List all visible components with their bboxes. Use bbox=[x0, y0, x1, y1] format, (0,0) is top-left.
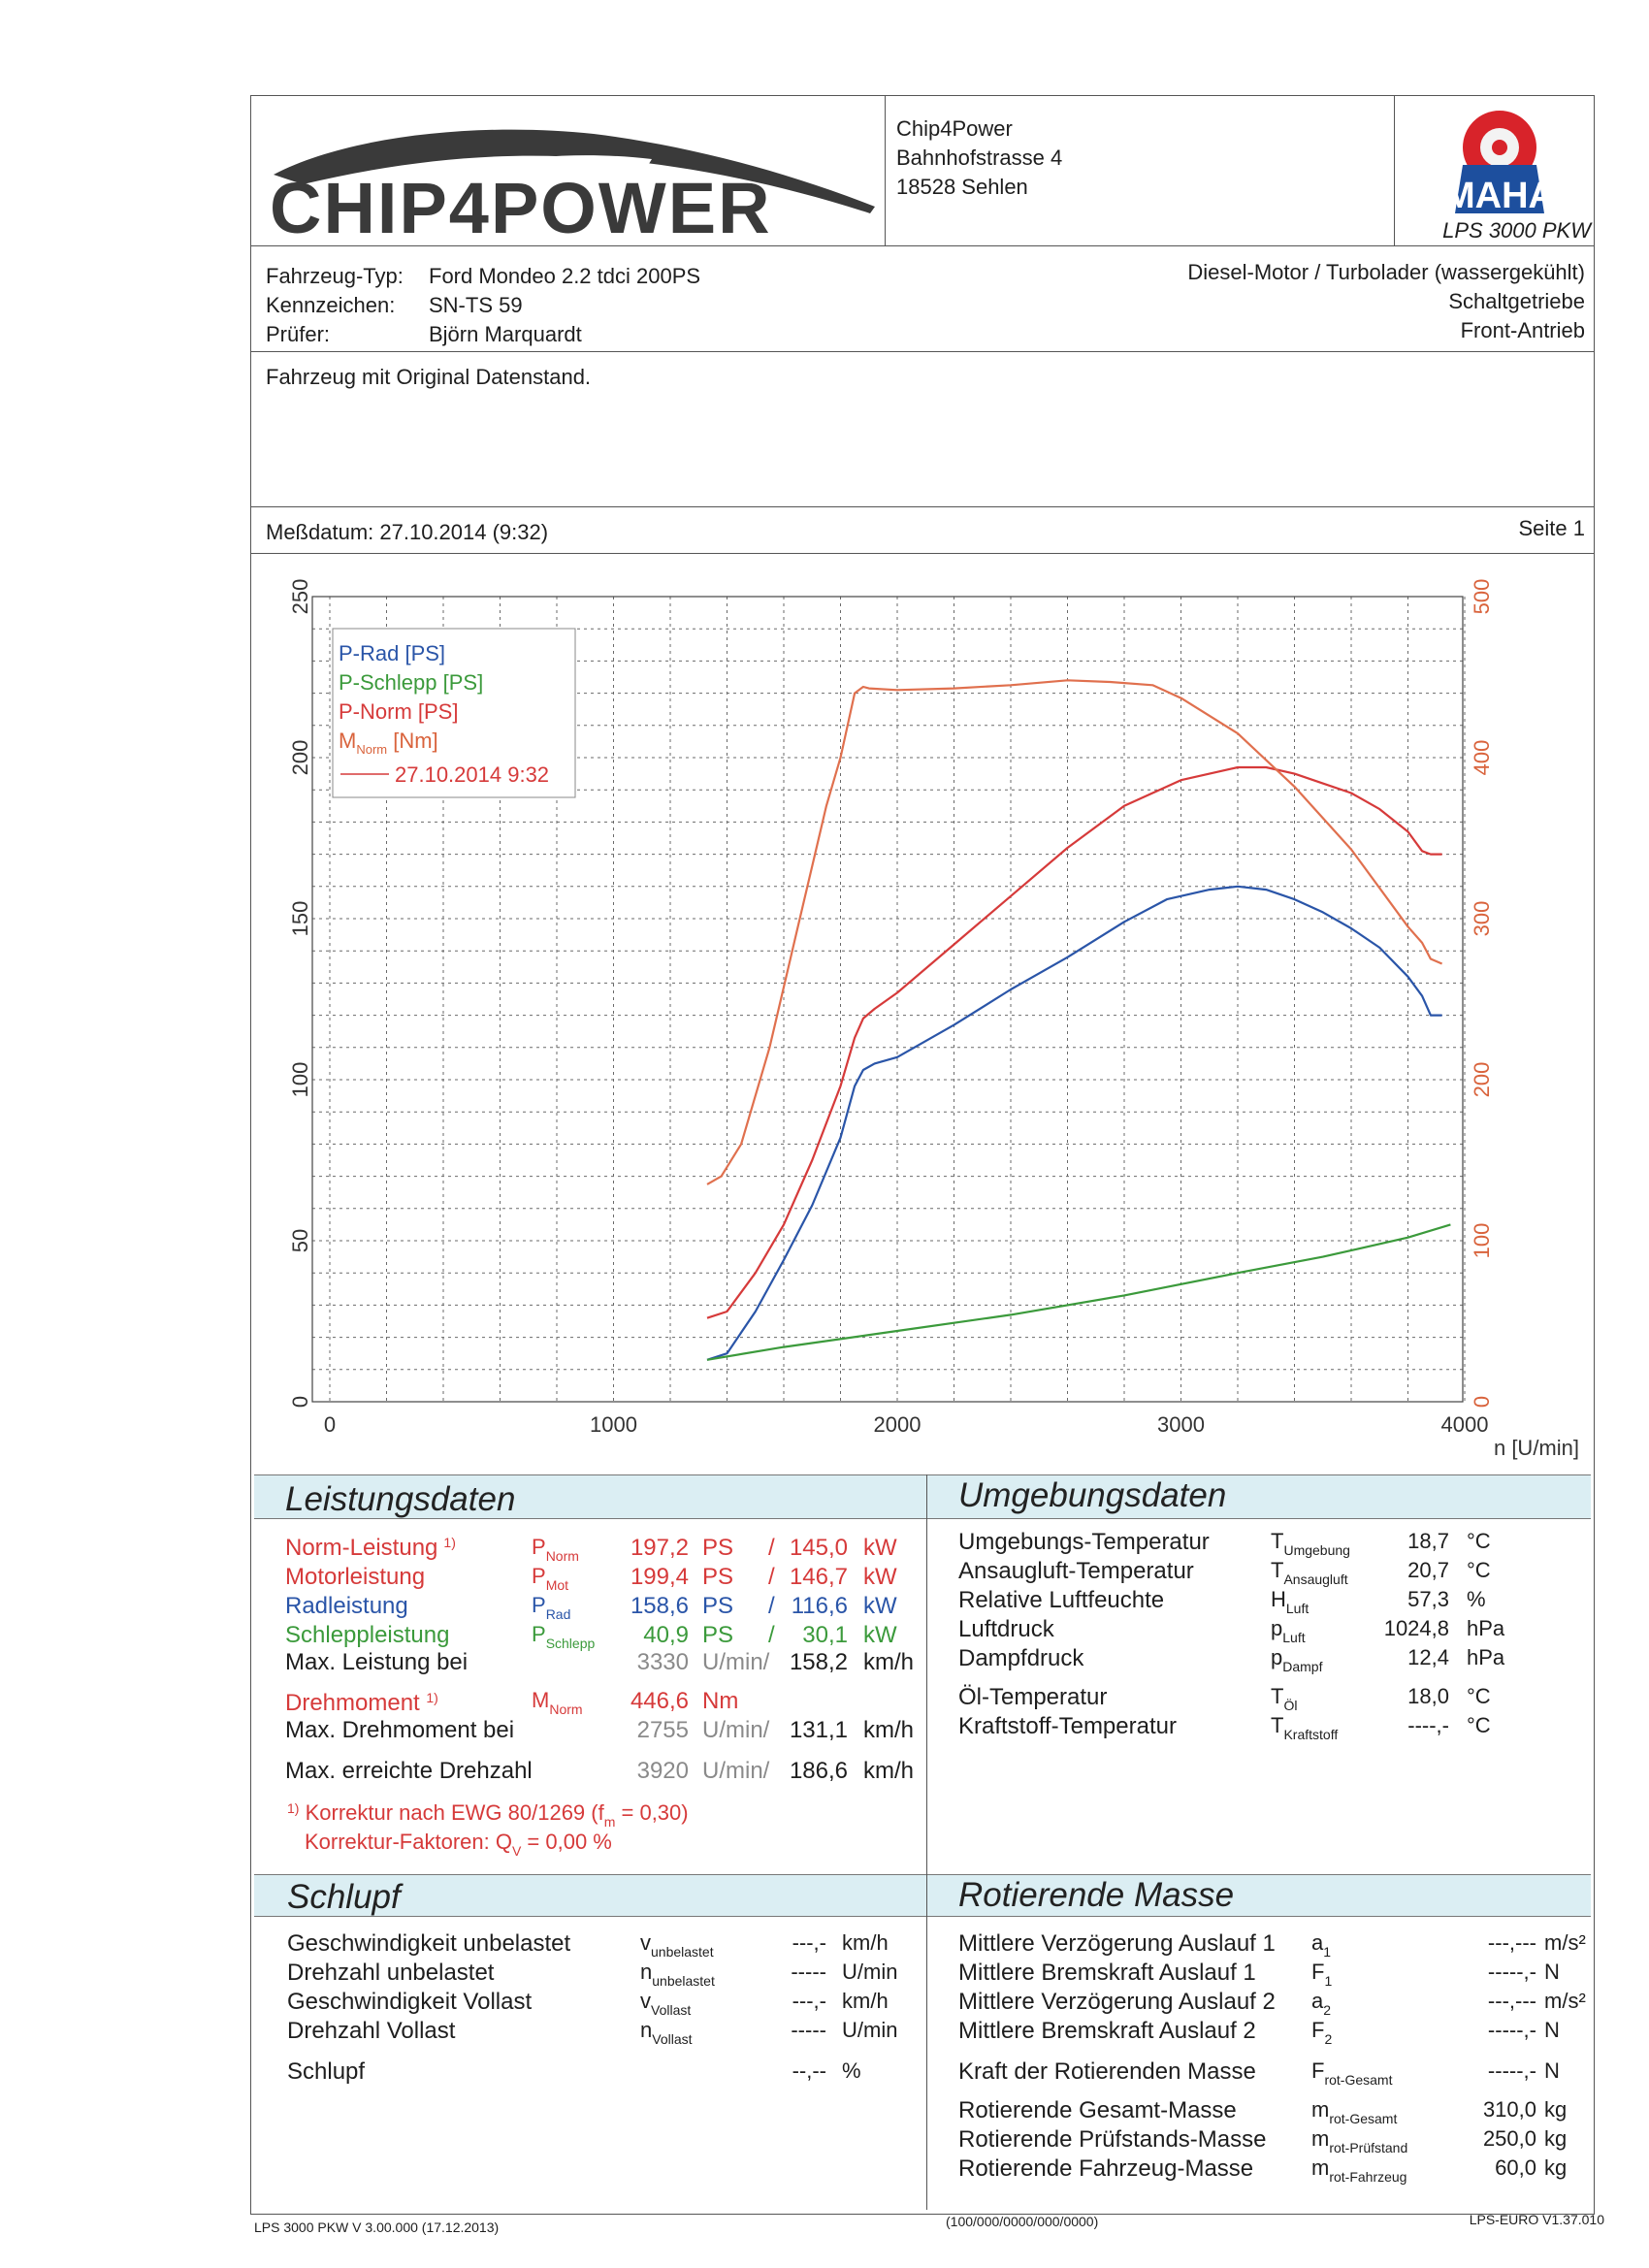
rotierend-row-symbol-main: m bbox=[1311, 2155, 1330, 2180]
leistung-row-symbol-main: P bbox=[532, 1622, 546, 1646]
footnote-2-text: Korrektur-Faktoren: Q bbox=[305, 1830, 512, 1854]
leistung-row-symbol-main: P bbox=[532, 1564, 546, 1588]
rotierend-row-value: 60,0 bbox=[1495, 2155, 1536, 2180]
leistung-row-ps-unit: PS bbox=[702, 1593, 734, 1619]
umgebung-row-symbol-main: T bbox=[1271, 1529, 1284, 1553]
footer-center: (100/000/0000/000/0000) bbox=[946, 2214, 1099, 2229]
x-tick-label: 0 bbox=[323, 1412, 337, 1437]
vehicle-note: Fahrzeug mit Original Datenstand. bbox=[266, 365, 592, 389]
leistung-row-kw-unit: kW bbox=[863, 1535, 897, 1561]
leistung-row-label-text: Norm-Leistung bbox=[285, 1535, 438, 1561]
rotierend-row-symbol-sub: 2 bbox=[1324, 2031, 1333, 2047]
schlupf-row-symbol-sub: unbelastet bbox=[651, 1944, 714, 1960]
umgebung-row-label: Kraftstoff-Temperatur bbox=[958, 1713, 1177, 1739]
rotierend-row-symbol bbox=[1311, 2018, 1333, 2047]
torque-symbol-main: M bbox=[532, 1688, 550, 1712]
legend-entry: P-Norm [PS] bbox=[339, 699, 459, 724]
rotierend-row-unit: kg bbox=[1544, 2126, 1568, 2151]
leistung-row-ps: 158,6 bbox=[630, 1593, 689, 1619]
rotierend-row-label: Kraft der Rotierenden Masse bbox=[958, 2058, 1256, 2085]
leistung-row-kw: 30,1 bbox=[802, 1622, 848, 1648]
x-tick-label: 3000 bbox=[1157, 1412, 1205, 1437]
leistung-row-kw-unit: kW bbox=[863, 1593, 897, 1619]
umgebung-row-symbol-sub: Luft bbox=[1282, 1630, 1306, 1645]
rotierend-row-symbol bbox=[1311, 1960, 1333, 1989]
umgebung-row-unit: °C bbox=[1467, 1558, 1491, 1582]
rotierend-row-symbol-main: F bbox=[1311, 2018, 1325, 2042]
leistung-row-label-text: Schleppleistung bbox=[285, 1622, 450, 1648]
leistung-row-symbol-sub: Norm bbox=[545, 1548, 579, 1564]
footnote-text-2: = 0,30) bbox=[615, 1800, 689, 1825]
leistung-row-kw-unit: kW bbox=[863, 1564, 897, 1590]
umgebung-row-symbol-main: H bbox=[1271, 1587, 1286, 1611]
schlupf-row-symbol-main: n bbox=[640, 1960, 653, 1984]
y-right-tick-label: 500 bbox=[1470, 578, 1494, 615]
schlupf-title: Schlupf bbox=[287, 1878, 401, 1916]
data-section-divider bbox=[926, 1474, 927, 1874]
vehicle-type-label: Fahrzeug-Typ: bbox=[266, 264, 404, 288]
maxp-speed: 158,2 bbox=[789, 1649, 848, 1675]
umgebung-row-label: Relative Luftfeuchte bbox=[958, 1587, 1165, 1613]
leistung-row-symbol bbox=[532, 1593, 571, 1622]
maxp-label: Max. Leistung bei bbox=[285, 1649, 469, 1675]
rotierend-row-symbol-main: F bbox=[1311, 1960, 1325, 1984]
umgebung-row-value: 1024,8 bbox=[1383, 1616, 1449, 1640]
footnote-text: Korrektur nach EWG 80/1269 (f bbox=[305, 1800, 604, 1825]
leistung-row-kw: 145,0 bbox=[789, 1535, 848, 1561]
rotierend-row-label: Rotierende Gesamt-Masse bbox=[958, 2097, 1237, 2123]
legend-date: 27.10.2014 9:32 bbox=[395, 762, 550, 787]
schlupf-row-symbol bbox=[640, 2018, 693, 2047]
rotierend-row-label: Mittlere Bremskraft Auslauf 2 bbox=[958, 2018, 1256, 2044]
rotierend-row-unit: N bbox=[1544, 1960, 1560, 1984]
leistung-row-ps-unit: PS bbox=[702, 1535, 734, 1561]
schlupf-row-symbol bbox=[640, 1930, 714, 1960]
rotierend-row-label: Mittlere Verzögerung Auslauf 1 bbox=[958, 1930, 1276, 1957]
leistung-row-symbol-sub: Schlepp bbox=[545, 1636, 596, 1651]
schlupf-row-symbol-main: n bbox=[640, 2018, 653, 2042]
leistung-row-separator: / bbox=[768, 1593, 775, 1619]
y-left-tick-label: 0 bbox=[288, 1395, 312, 1409]
rotierend-row-label: Mittlere Bremskraft Auslauf 1 bbox=[958, 1960, 1256, 1986]
umgebung-row-symbol bbox=[1271, 1529, 1350, 1558]
schlupf-row-label: Drehzahl Vollast bbox=[287, 2018, 456, 2044]
leistung-title: Leistungsdaten bbox=[285, 1480, 516, 1518]
umgebung-row-unit: hPa bbox=[1467, 1616, 1505, 1640]
y-right-tick-label: 300 bbox=[1470, 900, 1494, 937]
logo-text: CHIP4POWER bbox=[270, 168, 772, 245]
leistung-row-separator: / bbox=[768, 1564, 775, 1590]
umgebung-row-symbol-sub: Öl bbox=[1283, 1698, 1298, 1713]
x-tick-label: 2000 bbox=[873, 1412, 922, 1437]
company-street: Bahnhofstrasse 4 bbox=[896, 146, 1063, 170]
y-right-tick-label: 400 bbox=[1470, 739, 1494, 776]
y-left-tick-label: 150 bbox=[288, 900, 312, 937]
umgebung-row-symbol-sub: Umgebung bbox=[1283, 1542, 1350, 1558]
bottom-section-band bbox=[254, 1874, 1591, 1917]
rotierend-row-symbol-sub: 2 bbox=[1323, 2002, 1332, 2018]
schlupf-row-label: Schlupf bbox=[287, 2058, 366, 2085]
footnote-2-sub: V bbox=[511, 1843, 522, 1859]
schlupf-row-label: Drehzahl unbelastet bbox=[287, 1960, 495, 1986]
umgebung-row-value: ----,- bbox=[1407, 1713, 1449, 1737]
x-tick-label: 4000 bbox=[1440, 1412, 1489, 1437]
umgebung-row-symbol-main: T bbox=[1271, 1684, 1284, 1708]
leistung-row-symbol bbox=[532, 1564, 569, 1593]
vehicle-tester-label: Prüfer: bbox=[266, 322, 331, 346]
schlupf-row-symbol-main: v bbox=[640, 1930, 651, 1955]
rotierend-row-value: -----,- bbox=[1487, 2018, 1536, 2042]
umgebung-row-unit: °C bbox=[1467, 1529, 1491, 1553]
schlupf-row-symbol-sub: Vollast bbox=[651, 2002, 692, 2018]
rotierend-row-symbol-main: a bbox=[1311, 1989, 1324, 2013]
maxt-speed-unit: km/h bbox=[863, 1717, 915, 1743]
schlupf-row-symbol bbox=[640, 1989, 692, 2018]
rotierend-row-value: 250,0 bbox=[1482, 2126, 1536, 2151]
umgebung-row-unit: hPa bbox=[1467, 1645, 1505, 1669]
leistung-row-ps: 40,9 bbox=[643, 1622, 689, 1648]
bottom-section-divider bbox=[926, 1874, 927, 2210]
torque-symbol bbox=[532, 1688, 583, 1717]
footnote-sub: m bbox=[603, 1814, 616, 1830]
y-left-tick-label: 250 bbox=[288, 578, 312, 615]
maxn-rpm: 3920 bbox=[636, 1758, 689, 1784]
schlupf-row-unit: % bbox=[842, 2058, 861, 2083]
schlupf-row-value: ---,- bbox=[792, 1930, 826, 1955]
company-city: 18528 Sehlen bbox=[896, 175, 1028, 199]
schlupf-row-symbol-sub: unbelastet bbox=[652, 1973, 715, 1989]
rotierend-row-symbol-sub: rot-Prüfstand bbox=[1329, 2140, 1408, 2155]
drive-type: Front-Antrieb bbox=[1460, 318, 1585, 342]
leistung-row-kw-unit: kW bbox=[863, 1622, 897, 1648]
company-name: Chip4Power bbox=[896, 116, 1013, 141]
gearbox-type: Schaltgetriebe bbox=[1448, 289, 1585, 313]
vehicle-plate-label: Kennzeichen: bbox=[266, 293, 396, 317]
rotierend-row-label: Mittlere Verzögerung Auslauf 2 bbox=[958, 1989, 1276, 2015]
torque-footnote-mark: 1) bbox=[426, 1690, 438, 1705]
schlupf-row-symbol bbox=[640, 1960, 715, 1989]
rotierend-row-value: -----,- bbox=[1487, 2058, 1536, 2083]
legend-entry-torque: $M_{Norm}$ [Nm] bbox=[339, 729, 438, 757]
schlupf-row-value: ---,- bbox=[792, 1989, 826, 2013]
rotierend-row-symbol-sub: 1 bbox=[1324, 1973, 1333, 1989]
leistung-row-symbol-sub: Rad bbox=[545, 1606, 571, 1622]
footnote-1 bbox=[287, 1800, 689, 1830]
leistung-row-label bbox=[285, 1564, 431, 1591]
torque-symbol-sub: Norm bbox=[549, 1701, 583, 1717]
leistung-row-label bbox=[285, 1535, 456, 1562]
maxn-speed-unit: km/h bbox=[863, 1758, 915, 1784]
leistung-row-ps: 197,2 bbox=[630, 1535, 689, 1561]
leistung-row-ps-unit: PS bbox=[702, 1622, 734, 1648]
maxt-rpm: 2755 bbox=[636, 1717, 689, 1743]
y-left-tick-label: 50 bbox=[288, 1228, 312, 1253]
leistung-row-separator: / bbox=[768, 1535, 775, 1561]
leistung-row-symbol-main: P bbox=[532, 1593, 546, 1617]
footnote-2 bbox=[305, 1830, 612, 1859]
rotierend-row-unit: N bbox=[1544, 2058, 1560, 2083]
leistung-row-footnote-mark: 1) bbox=[443, 1535, 456, 1550]
umgebung-row-symbol-main: T bbox=[1271, 1713, 1284, 1737]
rotierend-row-value: ---,--- bbox=[1487, 1930, 1536, 1955]
maxt-label: Max. Drehmoment bei bbox=[285, 1717, 515, 1743]
schlupf-row-unit: U/min bbox=[842, 2018, 898, 2042]
footnote-2-text-2: = 0,00 % bbox=[521, 1830, 612, 1854]
schlupf-row-value: ----- bbox=[791, 1960, 826, 1984]
leistung-row-separator: / bbox=[768, 1622, 775, 1648]
schlupf-row-unit: U/min bbox=[842, 1960, 898, 1984]
umgebung-row-symbol-sub: Luft bbox=[1285, 1601, 1310, 1616]
umgebung-row-value: 20,7 bbox=[1407, 1558, 1449, 1582]
rotierend-row-symbol bbox=[1311, 1930, 1332, 1960]
rotierend-row-symbol bbox=[1311, 2097, 1398, 2126]
umgebung-row-label: Ansaugluft-Temperatur bbox=[958, 1558, 1194, 1584]
page-number: Seite 1 bbox=[1518, 516, 1585, 540]
rotierend-row-symbol-sub: rot-Gesamt bbox=[1329, 2111, 1398, 2126]
rotierend-row-unit: kg bbox=[1544, 2155, 1568, 2180]
leistung-row-ps: 199,4 bbox=[630, 1564, 689, 1590]
umgebung-row-symbol-sub: Ansaugluft bbox=[1283, 1571, 1348, 1587]
umgebung-row-symbol-sub: Kraftstoff bbox=[1283, 1727, 1339, 1742]
curve-m bbox=[707, 680, 1442, 1184]
rotierend-row-value: ---,--- bbox=[1487, 1989, 1536, 2013]
leistung-row-symbol-main: P bbox=[532, 1535, 546, 1559]
schlupf-row-symbol-sub: Vollast bbox=[652, 2031, 693, 2047]
vehicle-plate-value: SN-TS 59 bbox=[429, 293, 523, 317]
maxn-speed: 186,6 bbox=[789, 1758, 848, 1784]
engine-type: Diesel-Motor / Turbolader (wassergekühlt) bbox=[1187, 260, 1585, 284]
footer-right: LPS-EURO V1.37.010 bbox=[1469, 2212, 1604, 2227]
umgebung-row-value: 12,4 bbox=[1407, 1645, 1449, 1669]
torque-label bbox=[285, 1690, 438, 1717]
schlupf-row-value: --,-- bbox=[792, 2058, 826, 2083]
maxp-speed-unit: km/h bbox=[863, 1649, 915, 1675]
rotierend-row-symbol-main: F bbox=[1311, 2058, 1325, 2083]
umgebung-row-value: 57,3 bbox=[1407, 1587, 1449, 1611]
rotierend-row-value: -----,- bbox=[1487, 1960, 1536, 1984]
torque-label-text: Drehmoment bbox=[285, 1690, 420, 1716]
umgebung-row-symbol bbox=[1271, 1616, 1306, 1645]
rotierend-row-symbol bbox=[1311, 2058, 1393, 2088]
rotierend-row-symbol bbox=[1311, 2126, 1408, 2155]
umgebung-row-label: Öl-Temperatur bbox=[958, 1684, 1108, 1710]
curve-p-norm-ps bbox=[707, 767, 1442, 1318]
rotierend-row-symbol-main: m bbox=[1311, 2097, 1330, 2122]
umgebung-row-symbol-sub: Dampf bbox=[1282, 1659, 1323, 1674]
leistung-row-symbol bbox=[532, 1622, 596, 1651]
leistung-row-label bbox=[285, 1593, 414, 1620]
schlupf-row-value: ----- bbox=[791, 2018, 826, 2042]
rotierend-row-unit: N bbox=[1544, 2018, 1560, 2042]
umgebung-row-symbol bbox=[1271, 1684, 1298, 1713]
rotierend-row-symbol bbox=[1311, 1989, 1332, 2018]
umgebung-row-symbol bbox=[1271, 1558, 1348, 1587]
maxn-label: Max. erreichte Drehzahl bbox=[285, 1758, 533, 1784]
rotierend-row-unit: m/s² bbox=[1544, 1989, 1586, 2013]
leistung-row-ps-unit: PS bbox=[702, 1564, 734, 1590]
maha-text: MAHA bbox=[1444, 176, 1555, 215]
rotierend-row-symbol bbox=[1311, 2155, 1407, 2185]
rotierend-row-label: Rotierende Fahrzeug-Masse bbox=[958, 2155, 1254, 2182]
curve-p-rad-ps bbox=[707, 887, 1442, 1360]
measure-date: Meßdatum: 27.10.2014 (9:32) bbox=[266, 520, 549, 544]
umgebung-row-label: Umgebungs-Temperatur bbox=[958, 1529, 1210, 1555]
umgebung-row-label: Luftdruck bbox=[958, 1616, 1054, 1642]
rotierend-row-symbol-main: a bbox=[1311, 1930, 1324, 1955]
device-name: LPS 3000 PKW bbox=[1442, 218, 1591, 243]
umgebung-row-symbol bbox=[1271, 1587, 1310, 1616]
umgebung-row-unit: % bbox=[1467, 1587, 1486, 1611]
y-right-tick-label: 0 bbox=[1470, 1395, 1494, 1409]
leistung-row-label-text: Motorleistung bbox=[285, 1564, 426, 1590]
legend-entry: P-Schlepp [PS] bbox=[339, 670, 484, 695]
schlupf-row-unit: km/h bbox=[842, 1930, 889, 1955]
rotierend-row-symbol-main: m bbox=[1311, 2126, 1330, 2151]
umgebung-row-label: Dampfdruck bbox=[958, 1645, 1084, 1671]
maxn-unit: U/min/ bbox=[702, 1758, 770, 1784]
maxp-rpm: 3330 bbox=[636, 1649, 689, 1675]
footer-left: LPS 3000 PKW V 3.00.000 (17.12.2013) bbox=[254, 2219, 500, 2235]
rotierend-row-label: Rotierende Prüfstands-Masse bbox=[958, 2126, 1267, 2153]
rotierend-row-unit: kg bbox=[1544, 2097, 1568, 2122]
leistung-row-kw: 146,7 bbox=[789, 1564, 848, 1590]
torque-value: 446,6 bbox=[630, 1688, 689, 1714]
y-left-tick-label: 200 bbox=[288, 739, 312, 776]
umgebung-row-value: 18,7 bbox=[1407, 1529, 1449, 1553]
umgebung-row-symbol bbox=[1271, 1645, 1323, 1674]
curve-p-schlepp-ps bbox=[707, 1224, 1450, 1359]
leistung-row-symbol-sub: Mot bbox=[545, 1577, 569, 1593]
rotierend-row-symbol-sub: rot-Fahrzeug bbox=[1329, 2169, 1407, 2185]
y-left-tick-label: 100 bbox=[288, 1061, 312, 1098]
rotierend-row-unit: m/s² bbox=[1544, 1930, 1586, 1955]
umgebung-row-symbol-main: p bbox=[1271, 1645, 1283, 1669]
schlupf-row-label: Geschwindigkeit Vollast bbox=[287, 1989, 533, 2015]
rotierend-title: Rotierende Masse bbox=[958, 1876, 1235, 1914]
maxt-unit: U/min/ bbox=[702, 1717, 770, 1743]
schlupf-row-label: Geschwindigkeit unbelastet bbox=[287, 1930, 571, 1957]
schlupf-row-symbol-main: v bbox=[640, 1989, 651, 2013]
leistung-row-kw: 116,6 bbox=[791, 1593, 848, 1619]
umgebung-row-symbol-main: p bbox=[1271, 1616, 1283, 1640]
rotierend-row-symbol-sub: rot-Gesamt bbox=[1324, 2072, 1393, 2088]
umgebung-row-unit: °C bbox=[1467, 1684, 1491, 1708]
vehicle-type-value: Ford Mondeo 2.2 tdci 200PS bbox=[429, 264, 701, 288]
vehicle-tester-value: Björn Marquardt bbox=[429, 322, 582, 346]
maxt-speed: 131,1 bbox=[789, 1717, 848, 1743]
umgebung-row-unit: °C bbox=[1467, 1713, 1491, 1737]
maxp-unit: U/min/ bbox=[702, 1649, 770, 1675]
footnote-mark: 1) bbox=[287, 1800, 300, 1816]
rotierend-row-value: 310,0 bbox=[1482, 2097, 1536, 2122]
schlupf-row-unit: km/h bbox=[842, 1989, 889, 2013]
legend-entry: P-Rad [PS] bbox=[339, 641, 446, 665]
umgebung-row-symbol-main: T bbox=[1271, 1558, 1284, 1582]
umgebung-title: Umgebungsdaten bbox=[958, 1476, 1227, 1514]
umgebung-row-value: 18,0 bbox=[1407, 1684, 1449, 1708]
leistung-row-label-text: Radleistung bbox=[285, 1593, 408, 1619]
leistung-row-label bbox=[285, 1622, 455, 1649]
x-tick-label: 1000 bbox=[590, 1412, 637, 1437]
y-right-tick-label: 200 bbox=[1470, 1061, 1494, 1098]
umgebung-row-symbol bbox=[1271, 1713, 1339, 1742]
x-axis-label: n [U/min] bbox=[1493, 1436, 1579, 1460]
torque-unit: Nm bbox=[702, 1688, 739, 1714]
leistung-row-symbol bbox=[532, 1535, 579, 1564]
y-right-tick-label: 100 bbox=[1470, 1222, 1494, 1259]
rotierend-row-symbol-sub: 1 bbox=[1323, 1944, 1332, 1960]
